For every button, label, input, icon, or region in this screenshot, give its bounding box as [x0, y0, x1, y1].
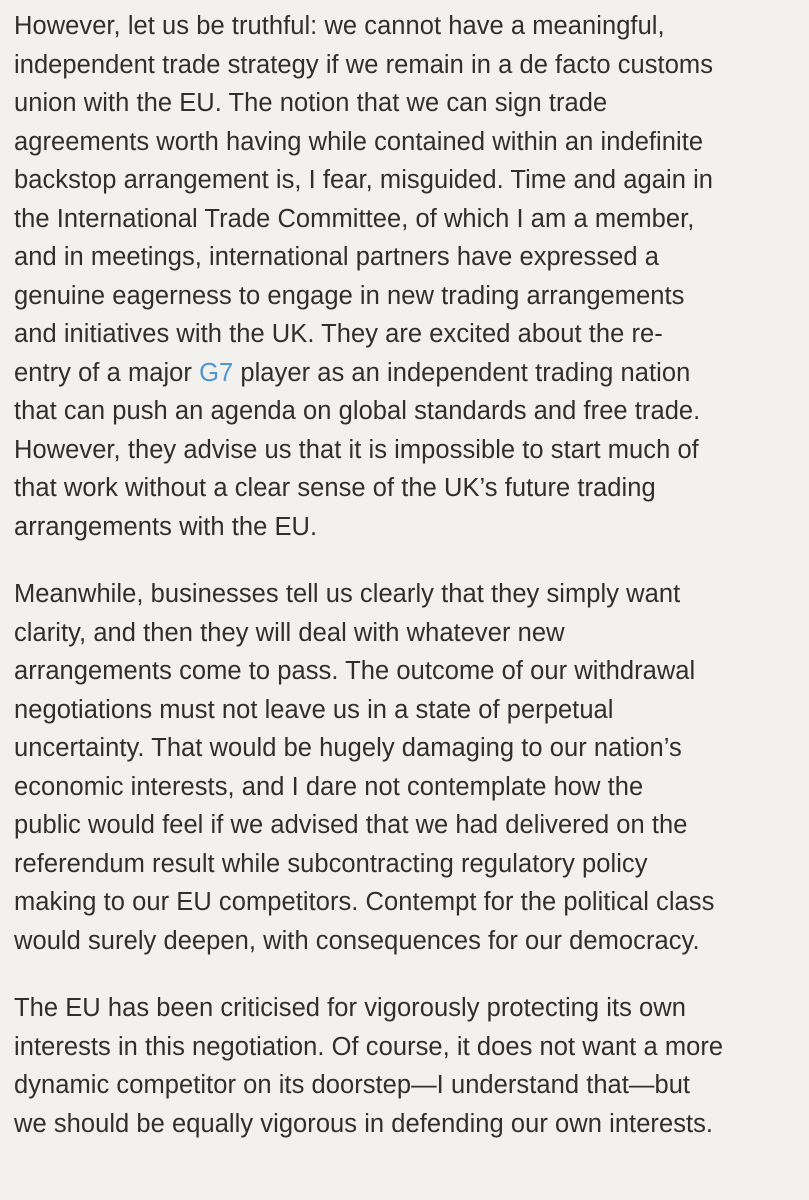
- text-line: interests in this negotiation. Of course, it does not want a more: [14, 1032, 724, 1061]
- text-line: the International Trade Committee, of which I am a member,: [14, 204, 695, 233]
- text-line: that work without a clear sense of the UK’s future trading: [14, 474, 656, 502]
- text-line: agreements worth having while contained within an indefinite: [14, 127, 704, 156]
- text-line: that can push an agenda on global standards and free trade.: [14, 397, 701, 425]
- text-line: referendum result while subcontracting regulatory policy: [14, 849, 648, 878]
- text-line: public would feel if we advised that we had delivered on the: [14, 811, 688, 839]
- text-line: backstop arrangement is, I fear, misguided. Time and again in: [14, 166, 714, 194]
- text-line: making to our EU competitors. Contempt for the political class: [14, 888, 715, 916]
- paragraph-1: [14, 7, 791, 546]
- text-line: and initiatives with the UK. They are excited about the re-: [14, 320, 663, 348]
- text-line: genuine eagerness to engage in new trading arrangements: [14, 281, 685, 310]
- paragraph-3: [14, 989, 791, 1143]
- text-segment: player as an independent trading nation: [233, 358, 691, 387]
- g7-link[interactable]: G7: [199, 358, 234, 387]
- text-line: The EU has been criticised for vigorously protecting its own: [14, 994, 686, 1022]
- text-line: dynamic competitor on its doorstep—I understand that—but: [14, 1071, 691, 1099]
- text-line: independent trade strategy if we remain in a de facto customs: [14, 50, 714, 79]
- text-line: uncertainty. That would be hugely damaging to our nation’s: [14, 734, 682, 762]
- text-line: and in meetings, international partners have expressed a: [14, 243, 659, 271]
- text-line: arrangements with the EU.: [14, 512, 318, 541]
- text-line: negotiations must not leave us in a state of perpetual: [14, 695, 614, 724]
- text-line: would surely deepen, with consequences for our democracy.: [14, 926, 700, 955]
- text-line-with-link: [14, 354, 791, 393]
- text-line: However, they advise us that it is impossible to start much of: [14, 435, 699, 464]
- text-line: economic interests, and I dare not contemplate how the: [14, 772, 644, 801]
- text-segment: entry of a major: [14, 358, 200, 387]
- text-line: arrangements come to pass. The outcome of our withdrawal: [14, 657, 696, 685]
- paragraph-2: [14, 575, 791, 960]
- text-line: we should be equally vigorous in defending our own interests.: [14, 1109, 714, 1138]
- text-line: Meanwhile, businesses tell us clearly that they simply want: [14, 580, 681, 608]
- text-line: However, let us be truthful: we cannot have a meaningful,: [14, 12, 665, 40]
- text-line: union with the EU. The notion that we can sign trade: [14, 89, 608, 117]
- text-line: clarity, and then they will deal with whatever new: [14, 618, 565, 647]
